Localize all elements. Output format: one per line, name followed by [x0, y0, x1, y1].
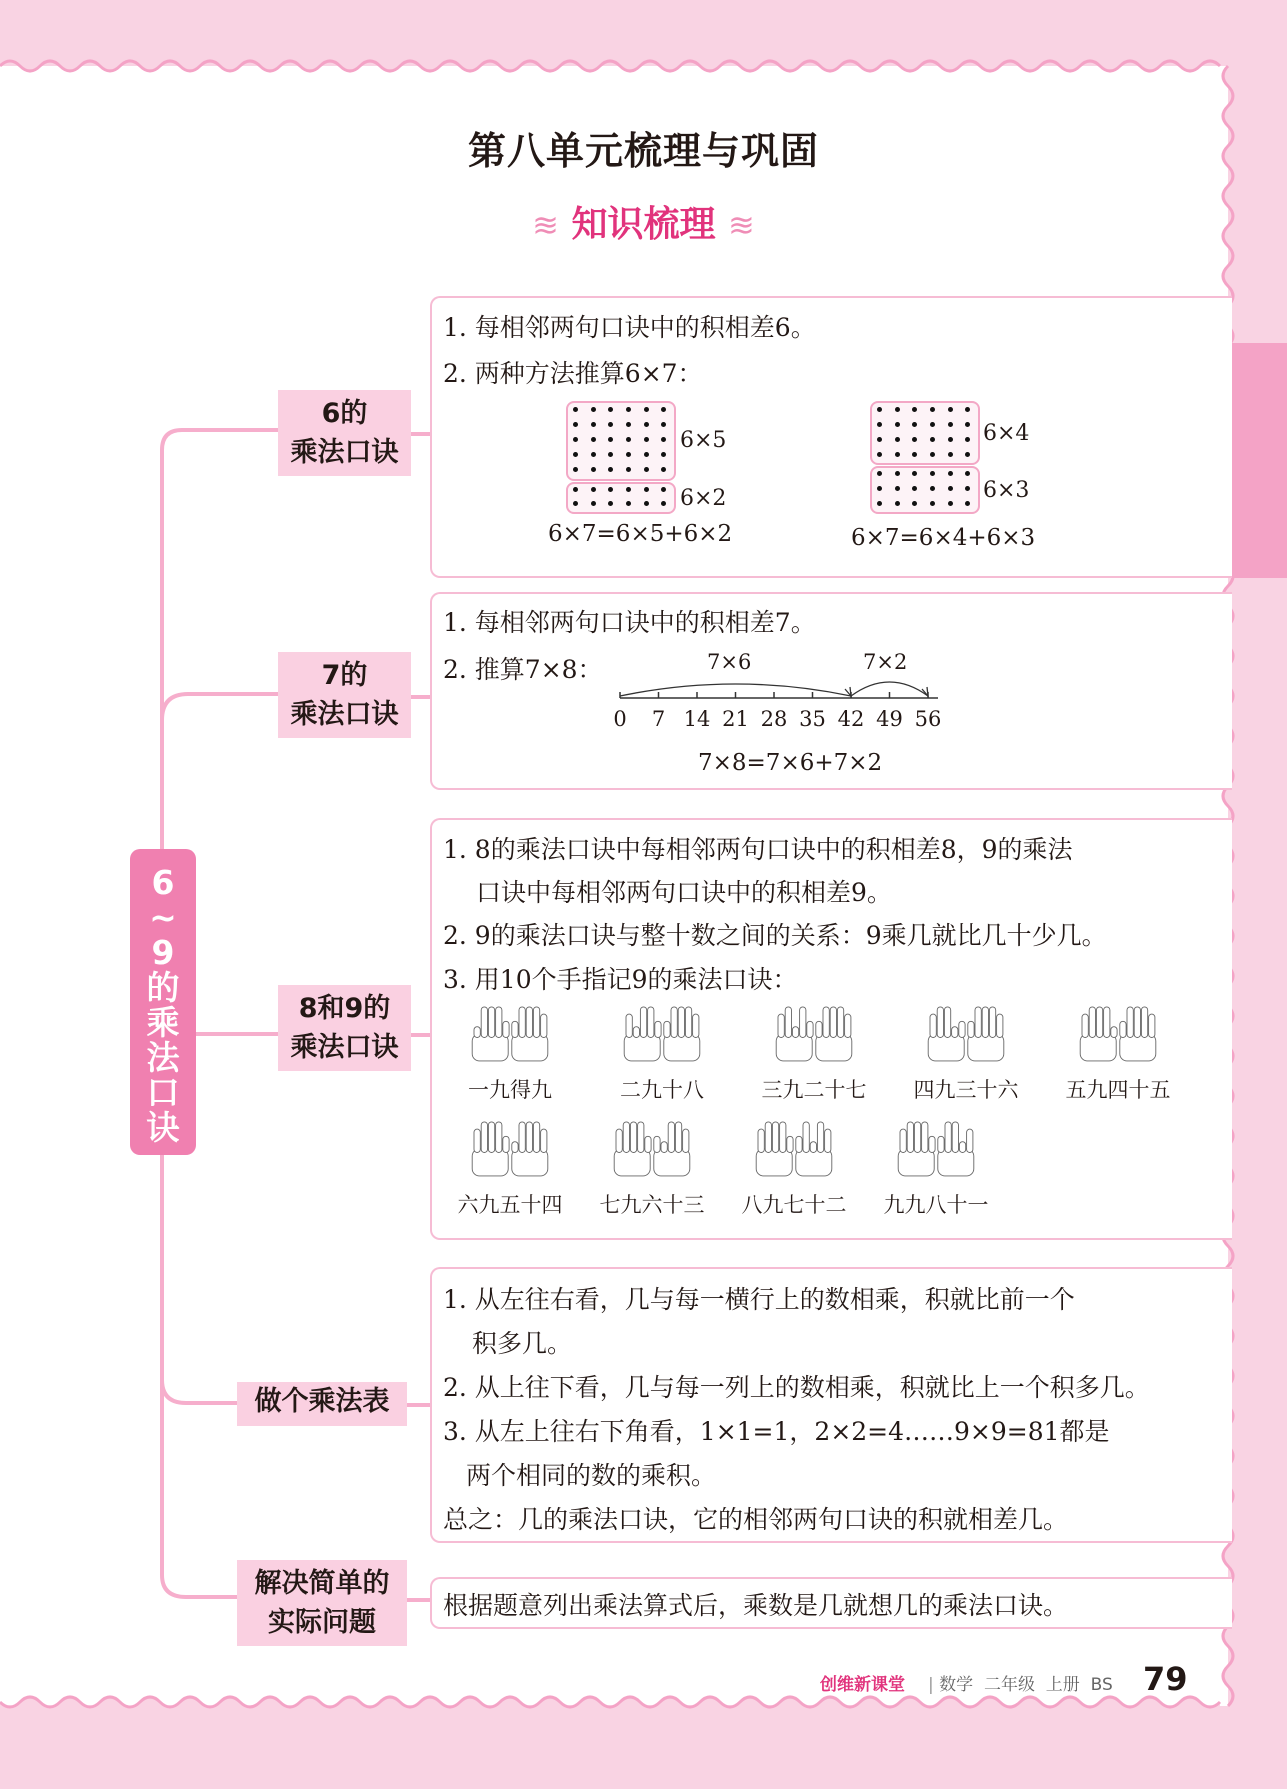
panel-text: 2. 9的乘法口诀与整十数之间的关系：9乘几就比几十少几。 — [443, 921, 1107, 950]
hand-mnemonic-label: 五九四十五 — [1065, 1078, 1171, 1102]
dot — [591, 422, 596, 427]
panel-text: 两个相同的数的乘积。 — [466, 1461, 717, 1490]
dot — [608, 422, 613, 427]
dot — [877, 407, 882, 412]
number-line-label: 0 — [613, 707, 627, 731]
number-line-label: 28 — [760, 707, 788, 731]
wave-deco-icon: ≋ — [532, 206, 559, 244]
footer-edition: BS — [1090, 1675, 1113, 1695]
number-line-label: 7 — [651, 707, 666, 731]
panel-text: 口诀中每相邻两句口诀中的积相差9。 — [476, 878, 892, 907]
dot — [930, 452, 935, 457]
node-line: 解决简单的 — [254, 1568, 390, 1599]
grid-label: 6×2 — [680, 486, 727, 511]
hand-mnemonic-label: 四九三十六 — [913, 1078, 1019, 1102]
hand-mnemonic-label: 九九八十一 — [883, 1193, 989, 1217]
dot — [591, 467, 596, 472]
hand-mnemonic-label: 三九二十七 — [761, 1078, 867, 1102]
hand-mnemonic-item — [592, 1000, 732, 1104]
dot — [912, 471, 917, 476]
dot — [965, 422, 970, 427]
dot — [644, 501, 649, 506]
arc-label: 7×2 — [863, 650, 908, 674]
dot — [573, 501, 578, 506]
footer-subject: 数学 — [939, 1675, 974, 1695]
footer-brand: 创维新课堂 — [820, 1675, 905, 1695]
node-line: 7的 — [321, 660, 368, 691]
dot — [948, 486, 953, 491]
dot — [912, 452, 917, 457]
footer-book-info: | 数学 二年级 上册 BS — [928, 1675, 1113, 1695]
dot — [912, 437, 917, 442]
dot — [965, 501, 970, 506]
mindmap-root-label: 6~9的乘法口诀 — [146, 863, 180, 1147]
section-label: 知识梳理 — [571, 204, 716, 245]
dot-grid-6x5 — [566, 401, 676, 481]
panel-text: 3. 从左上往右下角看，1×1=1，2×2=4……9×9=81都是 — [443, 1417, 1110, 1446]
dot — [591, 501, 596, 506]
dot — [608, 487, 613, 492]
node-line: 做个乘法表 — [254, 1386, 390, 1417]
hand-mnemonic-item — [896, 1000, 1036, 1104]
dot — [591, 452, 596, 457]
formula-text: 6×7=6×4+6×3 — [851, 525, 1036, 551]
dot-grid-6x4 — [870, 401, 980, 465]
dot-grid-6x2 — [566, 482, 676, 514]
dot — [626, 407, 631, 412]
dot — [626, 487, 631, 492]
dot — [930, 437, 935, 442]
dot — [591, 437, 596, 442]
hand-mnemonic-label: 六九五十四 — [457, 1193, 563, 1217]
page-number: 79 — [1143, 1660, 1188, 1698]
dot-grid-6x3 — [870, 466, 980, 514]
hand-icon — [749, 1115, 839, 1181]
dot — [608, 407, 613, 412]
dot — [573, 437, 578, 442]
dot — [895, 471, 900, 476]
node-line: 实际问题 — [268, 1607, 376, 1638]
dot — [661, 452, 666, 457]
hand-mnemonic-item — [744, 1000, 884, 1104]
hand-mnemonic-label: 八九七十二 — [741, 1193, 847, 1217]
number-line-label: 56 — [914, 707, 942, 731]
node-line: 乘法口诀 — [290, 1032, 399, 1063]
dot — [965, 452, 970, 457]
hand-icon — [769, 1000, 859, 1066]
panel-text: 1. 每相邻两句口诀中的积相差7。 — [443, 608, 816, 637]
node-line: 乘法口诀 — [290, 699, 399, 730]
dot — [591, 487, 596, 492]
hand-icon — [465, 1000, 555, 1066]
page-title: 第八单元梳理与巩固 — [467, 129, 819, 173]
hand-mnemonic-item — [440, 1115, 580, 1219]
dot — [626, 422, 631, 427]
dot — [930, 422, 935, 427]
hand-mnemonic-label: 七九六十三 — [599, 1193, 705, 1217]
dot — [573, 422, 578, 427]
hand-mnemonic-item — [724, 1115, 864, 1219]
panel-text: 2. 推算7×8： — [443, 655, 603, 684]
dot — [626, 452, 631, 457]
hands-row-2 — [440, 1115, 1220, 1225]
hand-icon — [891, 1115, 981, 1181]
dot — [948, 471, 953, 476]
dot — [573, 467, 578, 472]
panel-text: 1. 每相邻两句口诀中的积相差6。 — [443, 313, 816, 342]
node-line: 8和9的 — [298, 993, 391, 1024]
dot — [644, 467, 649, 472]
dot — [965, 471, 970, 476]
panel-text: 1. 8的乘法口诀中每相邻两句口诀中的积相差8，9的乘法 — [443, 835, 1073, 864]
hand-icon — [1073, 1000, 1163, 1066]
node-line: 6的 — [321, 398, 368, 429]
hand-mnemonic-item — [1048, 1000, 1188, 1104]
dot — [644, 407, 649, 412]
dot — [661, 407, 666, 412]
hand-mnemonic-item — [440, 1000, 580, 1104]
dot — [895, 452, 900, 457]
dot — [965, 437, 970, 442]
hand-icon — [607, 1115, 697, 1181]
number-line-label: 35 — [799, 707, 826, 731]
dot — [644, 437, 649, 442]
dot — [895, 407, 900, 412]
node-7-multiplication[interactable] — [278, 652, 411, 738]
dot — [661, 437, 666, 442]
dot — [608, 501, 613, 506]
dot — [930, 501, 935, 506]
dot — [644, 487, 649, 492]
dot — [661, 467, 666, 472]
dot — [626, 467, 631, 472]
dot — [895, 501, 900, 506]
dot — [877, 471, 882, 476]
dot — [877, 501, 882, 506]
hand-icon — [617, 1000, 707, 1066]
number-line — [600, 670, 960, 744]
dot — [661, 501, 666, 506]
dot — [948, 407, 953, 412]
dot — [895, 486, 900, 491]
dot — [573, 487, 578, 492]
dot — [930, 471, 935, 476]
grid-label: 6×3 — [983, 478, 1030, 503]
number-line-label: 42 — [837, 707, 865, 731]
node-6-multiplication[interactable] — [278, 390, 411, 476]
hands-row-1 — [440, 1000, 1220, 1110]
grid-label: 6×5 — [680, 428, 727, 453]
hand-icon — [921, 1000, 1011, 1066]
hand-mnemonic-label: 二九十八 — [620, 1078, 704, 1102]
node-practical-problems[interactable] — [237, 1560, 407, 1646]
dot — [877, 422, 882, 427]
dot — [912, 422, 917, 427]
dot — [608, 452, 613, 457]
node-8-9-multiplication[interactable] — [278, 985, 411, 1071]
arc-label: 7×6 — [707, 650, 752, 674]
dot — [912, 407, 917, 412]
dot — [644, 452, 649, 457]
dot — [895, 437, 900, 442]
dot — [591, 407, 596, 412]
grid-label: 6×4 — [983, 421, 1030, 446]
dot — [948, 437, 953, 442]
hand-mnemonic-item — [866, 1115, 1006, 1219]
panel-text: 2. 两种方法推算6×7： — [443, 359, 703, 388]
dot — [948, 422, 953, 427]
dot — [930, 407, 935, 412]
dot — [608, 467, 613, 472]
dot — [626, 437, 631, 442]
dot — [661, 487, 666, 492]
dot — [608, 437, 613, 442]
dot — [895, 422, 900, 427]
dot — [573, 452, 578, 457]
formula-text: 7×8=7×6+7×2 — [698, 750, 883, 776]
dot — [626, 501, 631, 506]
number-line-label: 14 — [683, 707, 711, 731]
dot — [912, 501, 917, 506]
dot — [661, 422, 666, 427]
wave-deco-icon: ≋ — [728, 206, 755, 244]
footer-grade: 二年级 — [983, 1675, 1035, 1695]
dot — [912, 486, 917, 491]
panel-text: 3. 用10个手指记9的乘法口诀： — [443, 965, 798, 994]
panel-text: 2. 从上往下看，几与每一列上的数相乘，积就比上一个积多几。 — [443, 1373, 1150, 1402]
dot — [965, 407, 970, 412]
dot — [930, 486, 935, 491]
hand-icon — [465, 1115, 555, 1181]
dot — [965, 486, 970, 491]
panel-text: 总之：几的乘法口诀，它的相邻两句口诀的积就相差几。 — [443, 1505, 1069, 1534]
node-line: 乘法口诀 — [290, 437, 399, 468]
dot — [877, 452, 882, 457]
hand-mnemonic-label: 一九得九 — [468, 1078, 552, 1102]
dot — [877, 437, 882, 442]
node-multiplication-table[interactable] — [237, 1382, 407, 1426]
hand-mnemonic-item — [582, 1115, 722, 1219]
number-line-label: 21 — [722, 707, 749, 731]
dot — [948, 452, 953, 457]
panel-text: 积多几。 — [472, 1329, 573, 1358]
dot — [644, 422, 649, 427]
footer-volume: 上册 — [1045, 1675, 1080, 1695]
formula-text: 6×7=6×5+6×2 — [548, 521, 733, 547]
dot — [948, 501, 953, 506]
panel-text: 1. 从左往右看，几与每一横行上的数相乘，积就比前一个 — [443, 1285, 1075, 1314]
dot — [877, 486, 882, 491]
dot — [573, 407, 578, 412]
panel-text: 根据题意列出乘法算式后，乘数是几就想几的乘法口诀。 — [443, 1591, 1069, 1620]
number-line-label: 49 — [876, 707, 903, 731]
